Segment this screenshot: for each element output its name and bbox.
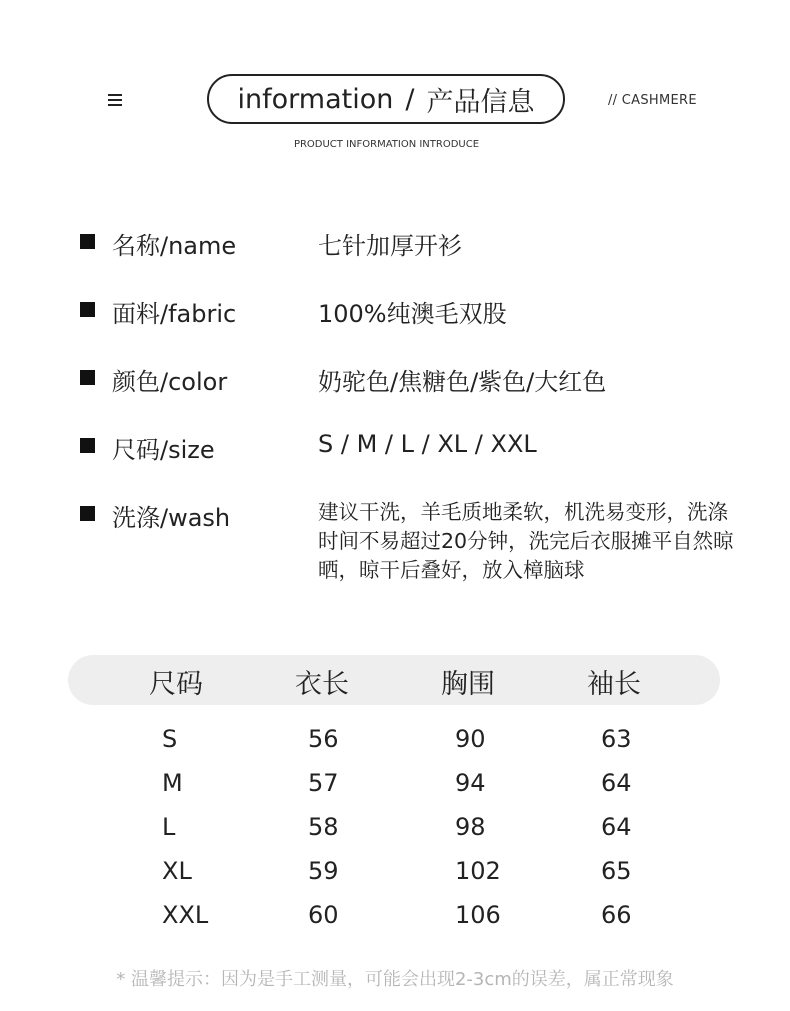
title-chinese: 产品信息 [426, 86, 535, 118]
table-cell: M [162, 769, 183, 797]
info-value: 100%纯澳毛双股 [318, 300, 507, 328]
table-cell: 106 [455, 901, 501, 929]
info-label: 面料/fabric [112, 300, 237, 328]
table-row [0, 813, 790, 857]
table-row [0, 901, 790, 945]
table-cell: 90 [455, 725, 486, 753]
table-cell: 59 [308, 857, 339, 885]
table-cell: S [162, 725, 178, 753]
table-cell: 64 [601, 769, 632, 797]
table-cell: 65 [601, 857, 632, 885]
table-cell: 56 [308, 725, 339, 753]
table-cell: XL [162, 857, 192, 885]
title-english: information [237, 83, 394, 115]
table-cell: L [162, 813, 176, 841]
table-cell: 94 [455, 769, 486, 797]
square-bullet-icon [80, 438, 95, 453]
table-cell: 57 [308, 769, 339, 797]
table-cell: 102 [455, 857, 501, 885]
page-title [207, 74, 565, 124]
info-label: 名称/name [112, 232, 237, 260]
square-bullet-icon [80, 506, 95, 521]
table-cell: XXL [162, 901, 209, 929]
measurement-note: * 温馨提示：因为是手工测量，可能会出现2-3cm的误差，属正常现象 [116, 969, 674, 990]
square-bullet-icon [80, 302, 95, 317]
menu-icon[interactable] [108, 94, 122, 106]
brand-tag: // CASHMERE [608, 93, 697, 108]
info-label: 尺码/size [112, 436, 215, 464]
size-table-header-cell: 胸围 [441, 669, 495, 700]
info-value: 奶驼色/焦糖色/紫色/大红色 [318, 368, 607, 396]
table-row [0, 769, 790, 813]
size-table-header-cell: 袖长 [587, 669, 641, 700]
table-cell: 98 [455, 813, 486, 841]
table-cell: 58 [308, 813, 339, 841]
square-bullet-icon [80, 370, 95, 385]
page-subtitle: PRODUCT INFORMATION INTRODUCE [293, 139, 480, 150]
title-separator: / [405, 83, 415, 115]
info-value: S / M / L / XL / XXL [318, 430, 537, 458]
info-label: 颜色/color [112, 368, 228, 396]
square-bullet-icon [80, 234, 95, 249]
size-table-header-cell: 衣长 [295, 669, 349, 700]
table-cell: 66 [601, 901, 632, 929]
table-cell: 60 [308, 901, 339, 929]
info-value-wash: 建议干洗，羊毛质地柔软，机洗易变形，洗涤时间不易超过20分钟，洗完后衣服摊平自然晾晒，晾干后叠好，放入樟脑球 [318, 500, 734, 582]
size-table-header-cell: 尺码 [149, 669, 203, 700]
table-cell: 63 [601, 725, 632, 753]
info-label: 洗涤/wash [112, 504, 231, 532]
table-row [0, 857, 790, 901]
table-cell: 64 [601, 813, 632, 841]
info-value: 七针加厚开衫 [318, 232, 462, 260]
table-row [0, 725, 790, 769]
